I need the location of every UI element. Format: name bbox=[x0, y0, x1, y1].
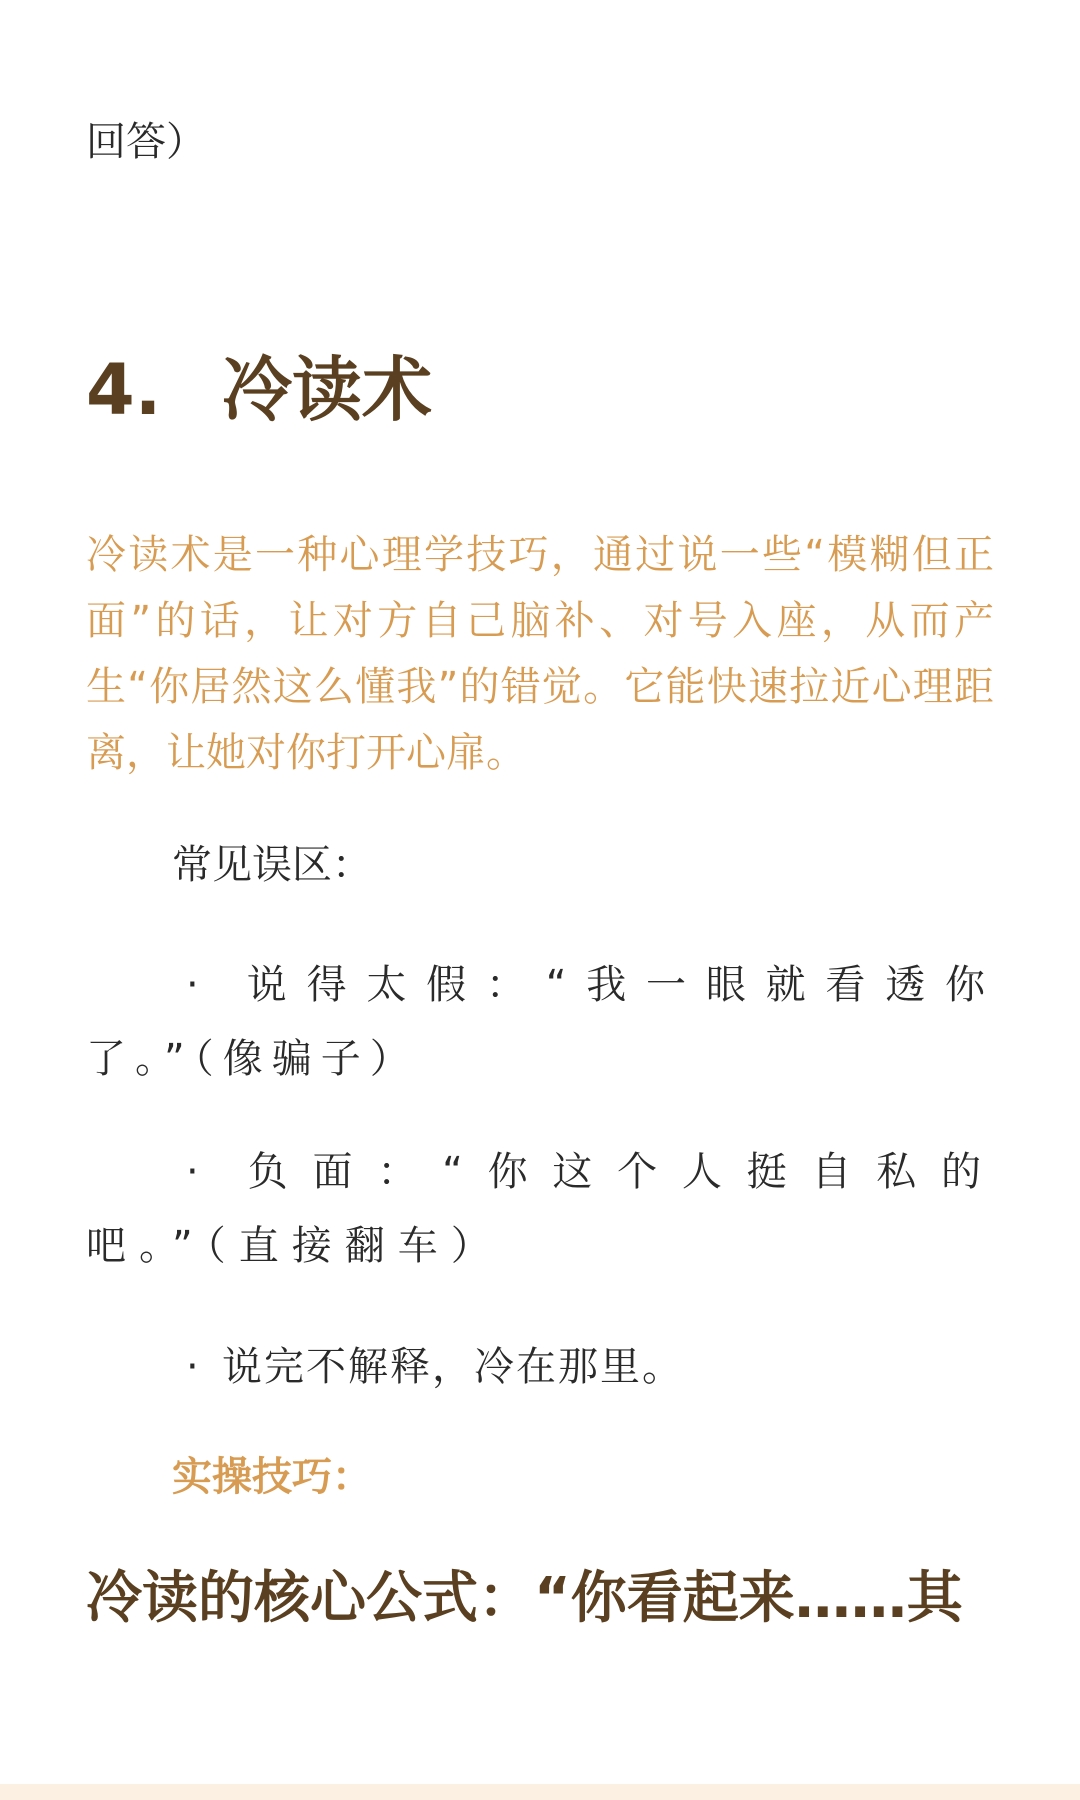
mistake-text: 说得太假：“我一眼就看透你了。”（像骗子） bbox=[86, 962, 994, 1082]
formula-heading: 冷读的核心公式：“你看起来……其 bbox=[86, 1566, 963, 1631]
section-number: 4. bbox=[86, 349, 162, 431]
continued-text: 回答） bbox=[86, 119, 206, 165]
section-title: 冷读术 bbox=[222, 349, 432, 431]
bottom-decorative-strip bbox=[0, 1784, 1080, 1800]
mistake-item bbox=[86, 1135, 994, 1283]
intro-paragraph: 冷读术是一种心理学技巧，通过说一些“模糊但正面”的话，让对方自己脑补、对号入座，从而产生“你居然这么懂我”的错觉。它能快速拉近心理距离，让她对你打开心扉。 bbox=[86, 532, 994, 776]
section-heading bbox=[86, 350, 994, 430]
practice-heading: 实操技巧： bbox=[172, 1454, 372, 1500]
bullet-dot: · bbox=[186, 1149, 212, 1195]
bullet-dot: · bbox=[186, 1344, 201, 1390]
bullet-dot: · bbox=[186, 962, 208, 1008]
mistake-item bbox=[86, 948, 994, 1096]
mistake-text: 说完不解释，冷在那里。 bbox=[222, 1344, 684, 1390]
mistake-text: 负面：“你这个人挺自私的吧。”（直接翻车） bbox=[86, 1149, 994, 1269]
mistake-item bbox=[86, 1330, 994, 1404]
mistakes-heading: 常见误区： bbox=[172, 842, 372, 888]
